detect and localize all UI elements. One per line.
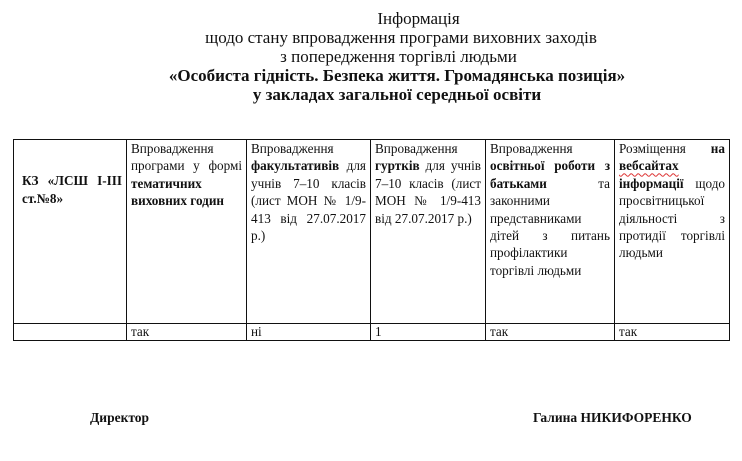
title-line-1: Інформація <box>377 9 460 28</box>
header-text: Впровадження програми у формі <box>131 141 242 174</box>
value-cell-2: ні <box>247 324 371 341</box>
title-line-4: «Особиста гідність. Безпека життя. Громадянська позиція» <box>168 66 626 85</box>
header-bold-text: на <box>710 141 725 156</box>
spellcheck-underlined-word: вебсайтах <box>619 158 679 174</box>
header-cell-4 <box>486 140 615 324</box>
signature-position: Директор <box>90 410 150 425</box>
header-text: для учнів 7–10 класів (лист МОН № 1/9-413 від 27.07.2017 р.) <box>375 158 481 226</box>
header-text: Впровадження <box>251 141 334 156</box>
header-bold-text: освітньої роботи з батьками <box>490 158 610 191</box>
header-cell-2 <box>247 140 371 324</box>
info-table <box>13 139 730 341</box>
header-text: щодо просвітницької діяльності з протидії торгівлі людьми <box>619 175 725 261</box>
header-text: для учнів 7–10 класів (лист МОН № 1/9-413 від 27.07.2017 р.) <box>251 158 366 244</box>
header-text: Впровадження <box>375 141 458 156</box>
header-bold-text: інформації <box>619 175 684 191</box>
school-cell <box>14 140 127 324</box>
value-cell-0 <box>14 324 127 341</box>
title-line-2: щодо стану впровадження програми виховних заходів <box>205 28 597 47</box>
value-cell-5: так <box>615 324 730 341</box>
table-header-row <box>14 140 730 324</box>
title-line-5: у закладах загальної середньої освіти <box>252 85 542 104</box>
header-cell-3 <box>371 140 486 324</box>
signature-name: Галина НИКИФОРЕНКО <box>533 410 692 425</box>
header-cell-1 <box>127 140 247 324</box>
school-name: КЗ «ЛСШ І-ІІІ ст.№8» <box>22 173 122 206</box>
document-title <box>0 9 742 104</box>
header-bold-text: факультативів <box>251 158 340 174</box>
header-text: та законними представниками дітей з питань профілактики торгівлі людьми <box>490 175 610 278</box>
header-bold-text: гуртків <box>375 158 420 174</box>
title-line-3: з попередження торгівлі людьми <box>280 47 517 66</box>
header-text: Розміщення <box>619 141 711 156</box>
table-values-row <box>14 324 730 341</box>
header-text: Впровадження <box>490 141 573 156</box>
value-cell-4: так <box>486 324 615 341</box>
value-cell-3: 1 <box>371 324 486 341</box>
value-cell-1: так <box>127 324 247 341</box>
header-cell-5 <box>615 140 730 324</box>
header-bold-text: тематичних виховних годин <box>131 175 225 209</box>
